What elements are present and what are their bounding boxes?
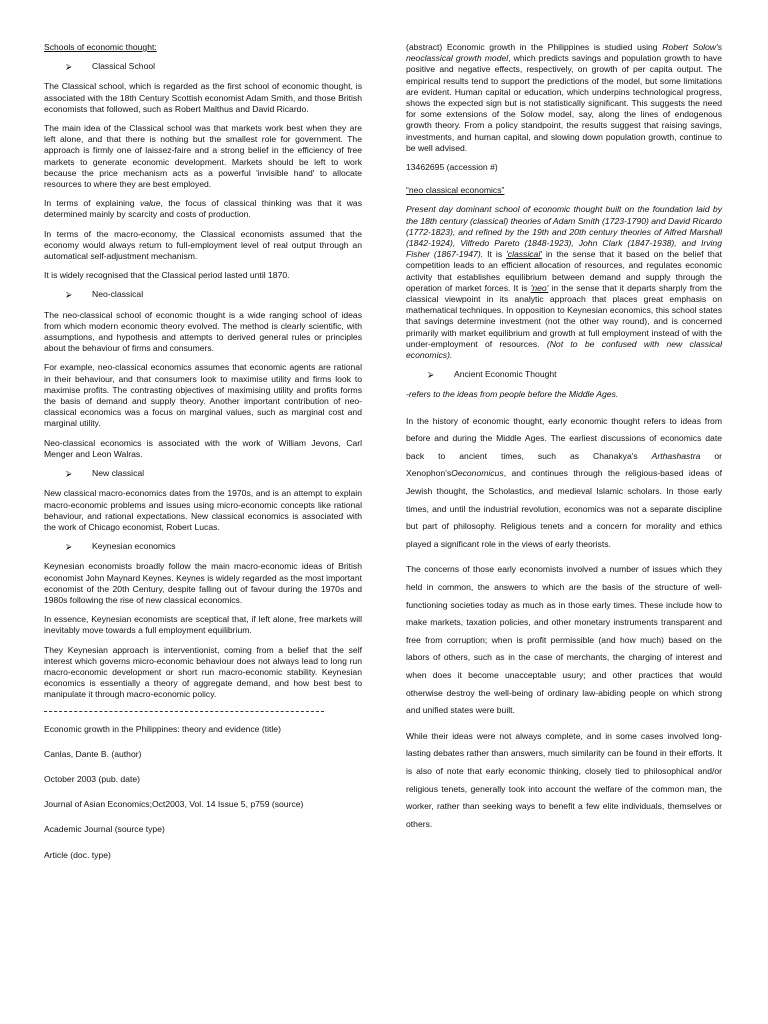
dashed-divider [44, 711, 324, 712]
bullet-label: Classical School [92, 61, 156, 72]
arrow-bullet-icon: ⮚ [428, 370, 434, 380]
citation-doc-type: Article (doc. type) [44, 849, 111, 860]
paragraph: While their ideas were not always complete, and in some cases involved long-lasting debates rather than answers, much similarity can be found in their efforts. It is also of note that early economic thinking, closely tied to philosophical and/or religious tenets, generally took into account the welfare of the common man, the worker, rather than seeking ways to benefit a few elite individuals, themselves or others. [406, 730, 722, 829]
abstract-paragraph: (abstract) Economic growth in the Philippines is studied using Robert Solow's neoclassical growth model, which predicts savings and population growth to have positive and negative effects, respectively, on growth of per capita output. The empirical results tend to support the predictions of the model, but some limitations are evident. Human capital or education, which underpins technological progress, shows the expected sign but is not statistically significant. This suggests the need for some extensions of the Solow model, say, along the lines of endogenous growth theory. From a policy standpoint, the results suggest that raising savings, investments, and human capital, and slowing down population growth, continue to be well advised. [406, 42, 722, 153]
paragraph: In terms of explaining value, the focus of classical thinking was that it was determined mainly by scarcity and costs of production. [44, 198, 362, 220]
paragraph: In the history of economic thought, early economic thought refers to ideas from before and during the Middle Ages. The earliest discussions of economics date back to ancient times, such as Chanakya's Arthashastra or Xenophon'sOeconomicus, and continues through the religious-based ideas of Jewish thought, the Scholastics, and medieval Islamic scholars. In those early times, and until the industrial revolution, economics was not a separate discipline but part of philosophy. Religious tenets and a concern for morality and ethics played a significant role in the views of early theorists. [406, 415, 723, 549]
citation-date: October 2003 (pub. date) [44, 773, 141, 784]
bullet-label: Neo-classical [92, 289, 144, 300]
left-column [44, 42, 362, 875]
paragraph: The Classical school, which is regarded as the first school of economic thought, is associated with the 18th Century Scottish economist Adam Smith, and those British economists that followed, such as Robert Malthus and David Ricardo. [44, 81, 362, 114]
citation-source-type: Academic Journal (source type) [44, 824, 165, 835]
paragraph: The neo-classical school of economic thought is a wide ranging school of ideas from which modern economic theory evolved. The method is clearly scientific, with assumptions, and hypothesis and attempts to derived general rules or principles about the behaviour of firms and consumers. [44, 309, 362, 354]
bullet-label: New classical [92, 468, 145, 479]
arrow-bullet-icon: ⮚ [66, 62, 72, 72]
bullet-ancient-economic-thought [406, 369, 722, 380]
paragraph: They Keynesian approach is interventionist, coming from a belief that the self interest which governs micro-economic behaviour does not always lead to long run macro-economic development or short run macro-economic stability. Keynesian economics is essentially a theory of aggregate demand, and how best best to manipulate it through macro-economic policy. [44, 644, 362, 700]
citation-author: Canlas, Dante B. (author) [44, 748, 142, 759]
bullet-neo-classical [44, 289, 362, 300]
paragraph: For example, neo-classical economics assumes that economic agents are rational in their behaviour, and that consumers look to maximise utility and firms look to maximise profits. The contrasting objectives of maximising utility and profits forms the basis of demand and supply theory. Another important contribution of neo-classical economics was a focus on marginal values, such as marginal cost and marginal utility. [44, 362, 362, 429]
citation-source: Journal of Asian Economics;Oct2003, Vol. 14 Issue 5, p759 (source) [44, 799, 304, 810]
citation-metadata [44, 724, 362, 861]
bullet-label: Ancient Economic Thought [454, 369, 557, 380]
paragraph: Neo-classical economics is associated with the work of William Jevons, Carl Menger and Leon Walras. [44, 437, 362, 459]
neo-classical-definition: Present day dominant school of economic thought built on the foundation laid by the 18th century (classical) theories of Adam Smith (1723-1790) and David Ricardo (1772-1823), and refined by the 19th and 20th century theories of Alfred Marshall (1842-1924), Vilfredo Pareto (1848-1923), John Clark (1847-1938), and Irving Fisher (1867-1947). It is 'classical' in the sense that it based on the belief that competition leads to an efficient allocation of resources, and regulates economic activity that establishes equilibrium between demand and supply through the operation of market forces. It is 'neo' in the sense that it departs sharply from the classical viewpoint in its analytic approach that places great emphasis on mathematical techniques. In opposition to Keynesian economics, this school states that savings determine investment (not the other way round), and is concerned primarily with market equilibrium and growth at full employment instead of with the under-employment of resources. (Not to be confused with new classical economics). [406, 204, 722, 361]
citation-title: Economic growth in the Philippines: theory and evidence (title) [44, 723, 281, 734]
paragraph: Keynesian economists broadly follow the main macro-economic ideas of British economist John Maynard Keynes. Keynes is widely regarded as the most important economist of the 20th Century, despite falling out of favour during the 1970s and 1980s following the rise of new classical economics. [44, 561, 362, 605]
bullet-label: Keynesian economics [92, 541, 176, 552]
paragraph: In essence, Keynesian economists are sceptical that, if left alone, free markets will inevitably move towards a full employment equilibrium. [44, 614, 362, 636]
paragraph: New classical macro-economics dates from the 1970s, and is an attempt to explain macro-economic problems and issues using micro-economic concepts like rational behaviour, and rational expectations. New classical economics is associated with the work of Chicago economist, Robert Lucas. [44, 488, 362, 532]
paragraph: In terms of the macro-economy, the Classical economists assumed that the economy would always return to full-employment level of real output through an automatical self-adjustment mechanism. [44, 228, 362, 262]
bullet-keynesian-economics [44, 541, 362, 552]
paragraph: The concerns of those early economists involved a number of issues which they held in common, the answers to which are the basis of the structure of well-functioning societies today as much as in those early times. These include how to make markets, taxation policies, and other monetary instruments transparent and free from corruption; when is profit permissible (and how much) based on the labors of others, such as in the case of merchants, the charging of interest and when does it become unacceptable usury; and other practices that would otherwise destroy the well-being of ordinary law-abiding people on which strong and unified states were built. [406, 564, 722, 716]
neo-classical-heading: “neo classical economics” [406, 185, 505, 196]
paragraph: It is widely recognised that the Classical period lasted until 1870. [44, 270, 290, 281]
arrow-bullet-icon: ⮚ [66, 290, 72, 300]
paragraph: The main idea of the Classical school was that markets work best when they are left alone, and that there is nothing but the smallest role for government. The approach is firmly one of laissez-faire and a strong belief in the efficiency of free markets to generate economic development. Markets should be left to work because the price mechanism acts as a powerful 'invisible hand' to allocate resources to where they are best employed. [44, 123, 362, 190]
right-column [406, 42, 722, 841]
ancient-definition: -refers to the ideas from people before the Middle Ages. [406, 389, 619, 400]
bullet-classical-school [44, 61, 362, 72]
arrow-bullet-icon: ⮚ [66, 542, 72, 552]
arrow-bullet-icon: ⮚ [66, 469, 72, 479]
accession-number: 13462695 (accession #) [406, 162, 498, 173]
section-title: Schools of economic thought: [44, 42, 157, 52]
bullet-new-classical [44, 468, 362, 479]
